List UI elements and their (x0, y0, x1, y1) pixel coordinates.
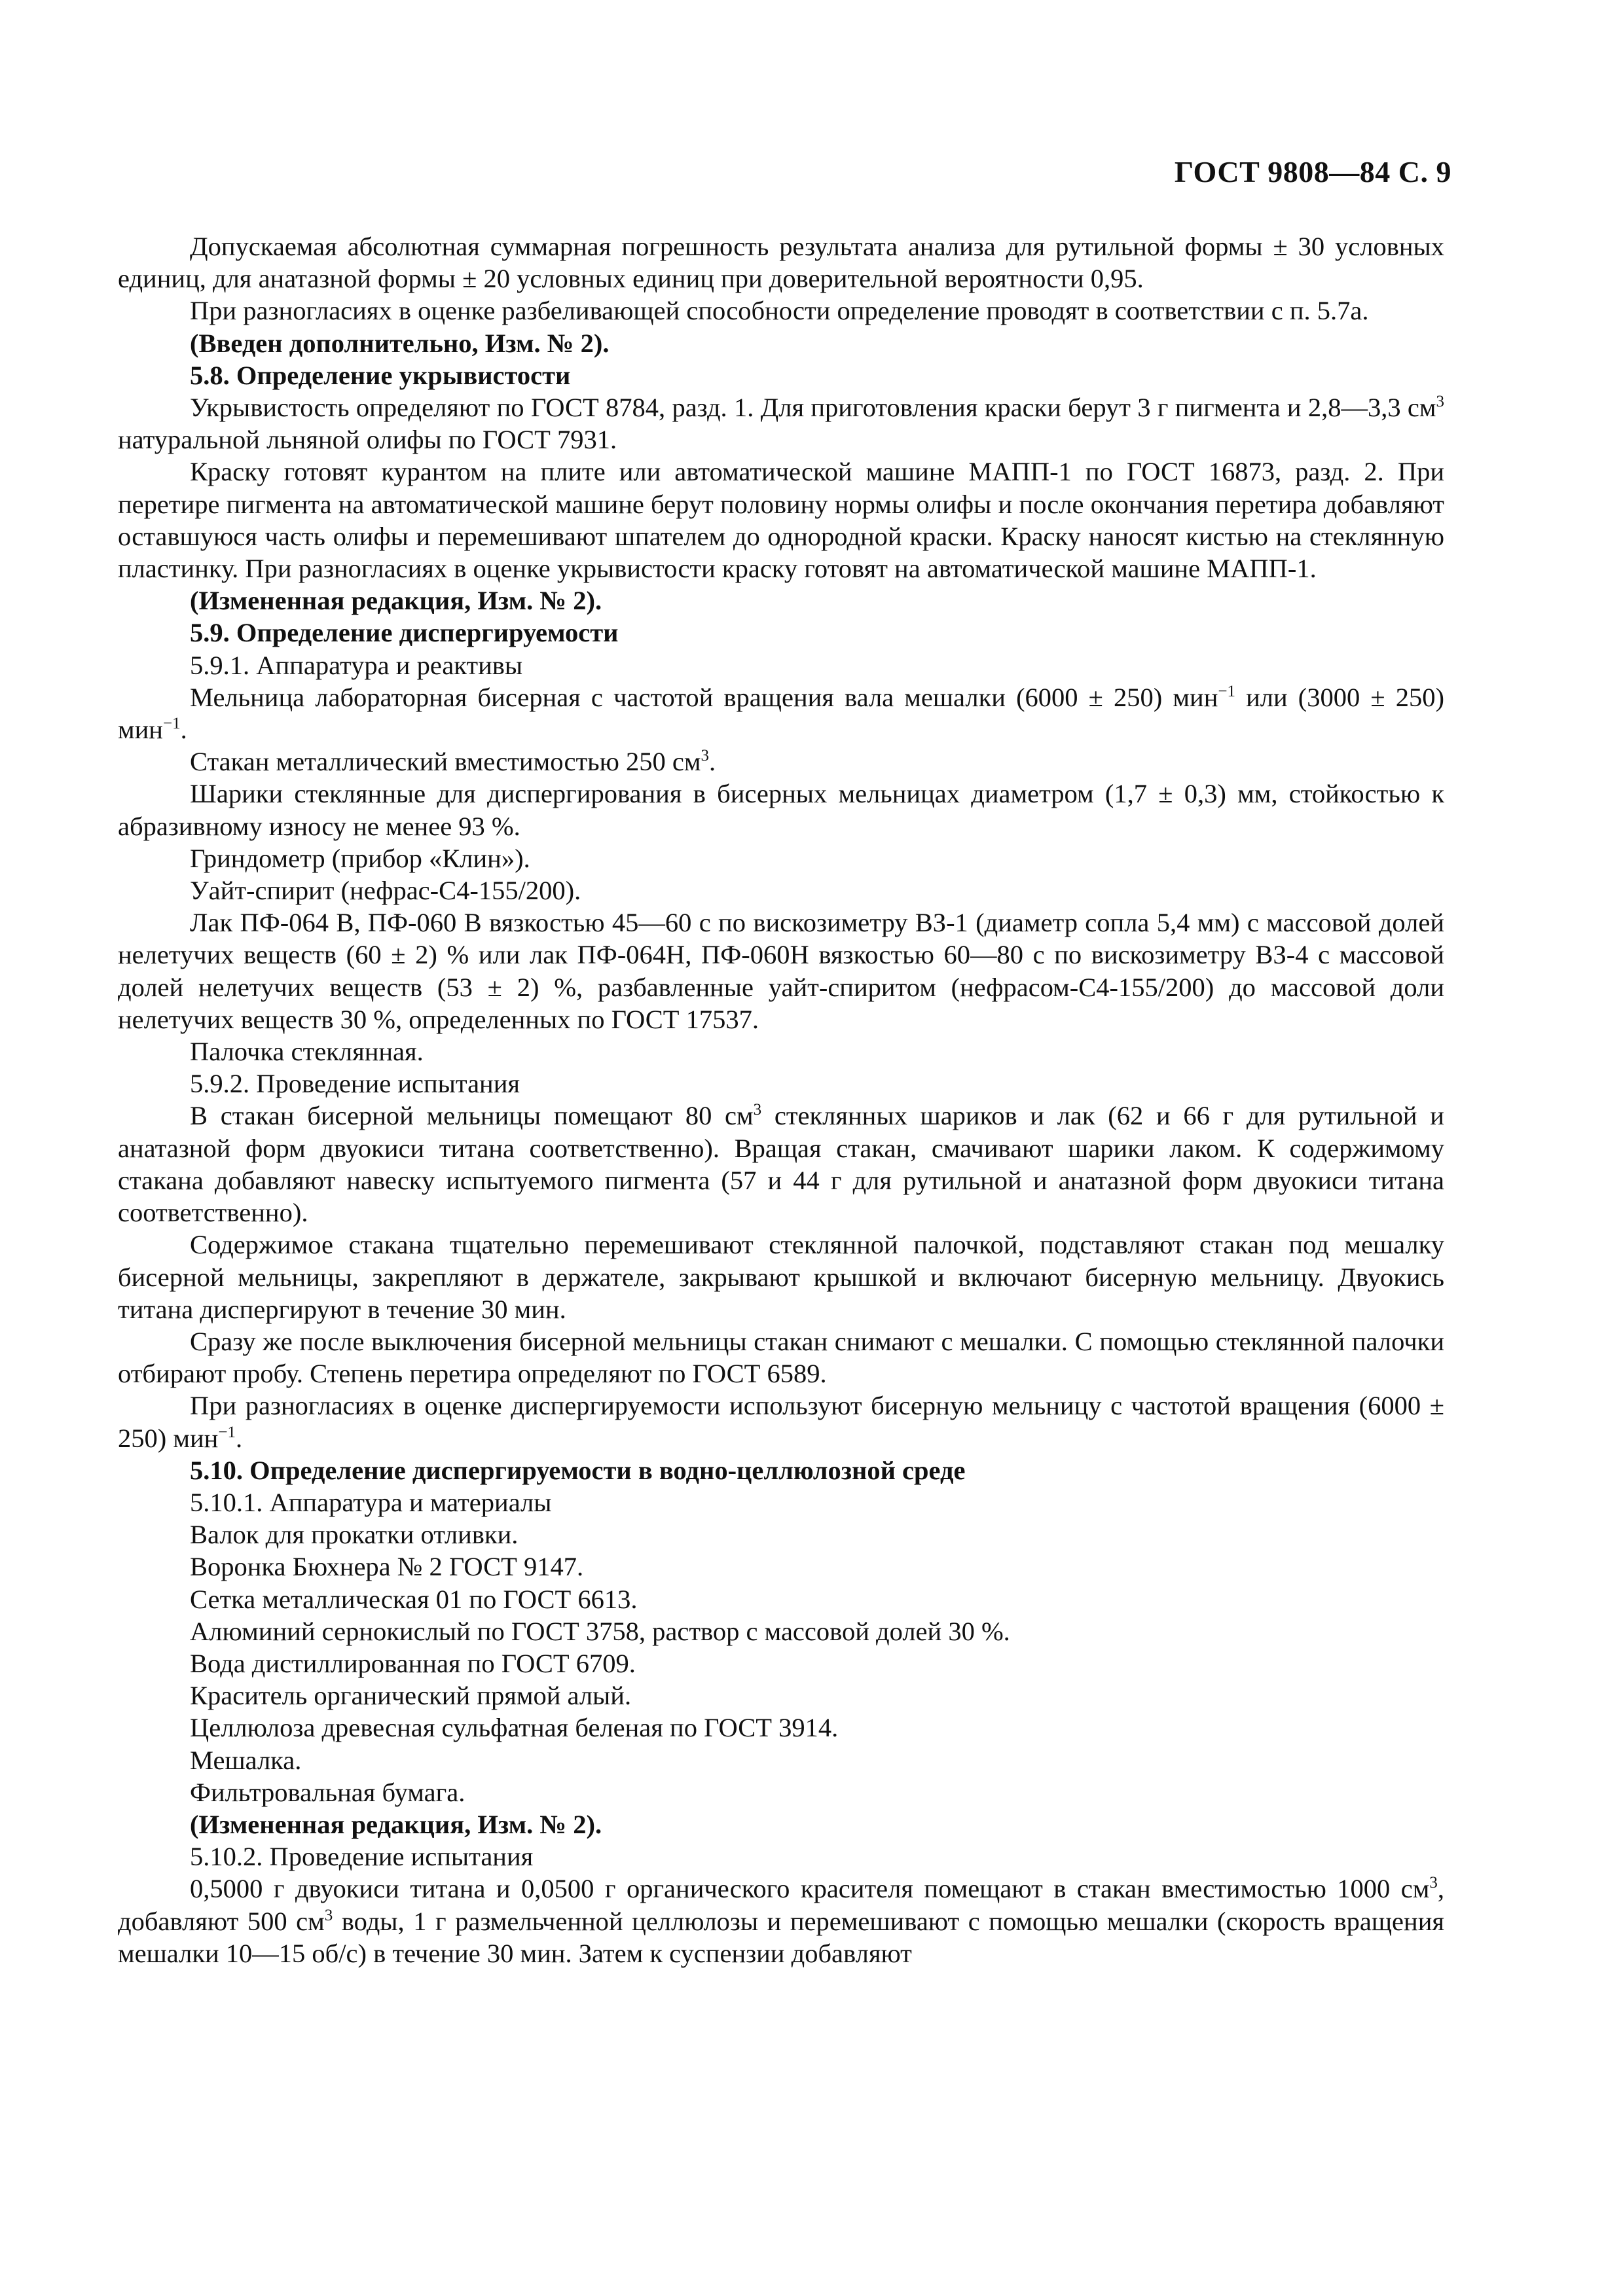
superscript: −1 (218, 1423, 236, 1441)
text-run: воды, 1 г размельченной целлюлозы и перемешивают с помощью мешалки (скорость вращения мешалки 10—15 об/с) в течение 30 мин. Затем к суспензии добавляют (118, 1906, 1444, 1968)
paragraph: Уайт-спирит (нефрас-С4-155/200). (190, 876, 581, 906)
paragraph: Краску готовят курантом на плите или автоматической машине МАПП-1 по ГОСТ 16873, разд. 2. При перетире пигмента на автоматической машине берут половину нормы олифы и после окончания перетира добавляют оставшуюся часть олифы и перемешивают шпателем до однородной краски. Краску наносят кистью на стеклянную пластинку. При разногласиях в оценке укрывистости краску готовят на автоматической машине МАПП-1. (118, 457, 1444, 584)
paragraph: Палочка стеклянная. (190, 1037, 424, 1067)
paragraph: Лак ПФ-064 В, ПФ-060 В вязкостью 45—60 с по вискозиметру ВЗ-1 (диаметр сопла 5,4 мм) с массовой долей нелетучих веществ (60 ± 2) % или лак ПФ-064Н, ПФ-060Н вязкостью 60—80 с по вискозиметру ВЗ-4 с массовой долей нелетучих веществ (53 ± 2) %, разбавленные уайт-спиритом (нефрасом-С4-155/200) до массовой доли нелетучих веществ 30 %, определенных по ГОСТ 17537. (118, 908, 1444, 1034)
body-text (118, 230, 1444, 1969)
text-run: . (180, 715, 187, 745)
superscript: −1 (162, 715, 181, 733)
paragraph: Допускаемая абсолютная суммарная погрешность результата анализа для рутильной формы ± 30 условных единиц, для анатазной формы ± 20 условных единиц при доверительной вероятности 0,95. (118, 232, 1444, 294)
list-item: Вода дистиллированная по ГОСТ 6709. (190, 1648, 636, 1678)
superscript: 3 (324, 1906, 333, 1924)
list-item: Целлюлоза древесная сульфатная беленая по ГОСТ 3914. (190, 1713, 839, 1743)
superscript: 3 (1429, 1874, 1438, 1892)
subsection-heading: 5.9.1. Аппаратура и реактивы (190, 650, 523, 680)
list-item: Сетка металлическая 01 по ГОСТ 6613. (190, 1584, 638, 1614)
subsection-heading: 5.10.2. Проведение испытания (190, 1842, 534, 1872)
paragraph: При разногласиях в оценке разбеливающей способности определение проводят в соответствии с п. 5.7а. (190, 296, 1369, 326)
text-run: При разногласиях в оценке диспергируемости используют бисерную мельницу с частотой вращения (6000 ± 250) мин (118, 1391, 1444, 1453)
superscript: 3 (753, 1101, 762, 1119)
amendment-note: (Введен дополнительно, Изм. № 2). (190, 328, 610, 358)
text-run: стеклянных шариков и лак (62 и 66 г для рутильной и анатазной форм двуокиси титана соответственно). Вращая стакан, смачивают шарики лаком. К содержимому стакана добавляют навеску испытуемого пигмента (57 и 44 г для рутильной и анатазной форм двуокиси титана соответственно). (118, 1101, 1444, 1228)
paragraph (118, 391, 1444, 456)
superscript: −1 (1218, 682, 1235, 700)
text-run: . (235, 1423, 243, 1453)
section-heading-5-10: 5.10. Определение диспергируемости в водно-целлюлозной среде (190, 1455, 966, 1485)
superscript: 3 (701, 747, 709, 765)
paragraph (118, 745, 1444, 778)
amendment-note: (Измененная редакция, Изм. № 2). (190, 586, 602, 616)
text-run: Укрывистость определяют по ГОСТ 8784, разд. 1. Для приготовления краски берут 3 г пигмента и 2,8—3,3 см (190, 393, 1436, 423)
text-run: . (708, 747, 716, 777)
text-run: или (3000 ± 250) мин (118, 682, 1444, 745)
subsection-heading: 5.10.1. Аппаратура и материалы (190, 1487, 552, 1517)
text-run: 0,5000 г двуокиси титана и 0,0500 г органического красителя помещают в стакан вместимостью 1000 см (190, 1874, 1430, 1904)
list-item: Валок для прокатки отливки. (190, 1520, 519, 1550)
paragraph (118, 1100, 1444, 1229)
paragraph: Содержимое стакана тщательно перемешивают стеклянной палочкой, подставляют стакан под мешалку бисерной мельницы, закрепляют в держателе, закрывают крышкой и включают бисерную мельницу. Двуокись титана диспергируют в течение 30 мин. (118, 1230, 1444, 1324)
section-heading-5-9: 5.9. Определение диспергируемости (190, 618, 619, 648)
superscript: 3 (1436, 393, 1444, 411)
paragraph: Гриндометр (прибор «Клин»). (190, 843, 530, 873)
list-item: Алюминий сернокислый по ГОСТ 3758, раствор с массовой долей 30 %. (190, 1616, 1010, 1646)
paragraph (118, 681, 1444, 745)
text-run: Мельница лабораторная бисерная с частотой вращения вала мешалки (6000 ± 250) мин (190, 682, 1218, 712)
amendment-note: (Измененная редакция, Изм. № 2). (190, 1809, 602, 1839)
text-run: Стакан металлический вместимостью 250 см (190, 747, 701, 777)
section-heading-5-8: 5.8. Определение укрывистости (190, 360, 571, 390)
list-item: Краситель органический прямой алый. (190, 1681, 632, 1711)
list-item: Фильтровальная бумага. (190, 1777, 465, 1807)
subsection-heading: 5.9.2. Проведение испытания (190, 1069, 520, 1099)
paragraph: Сразу же после выключения бисерной мельницы стакан снимают с мешалки. С помощью стеклянной палочки отбирают пробу. Степень перетира определяют по ГОСТ 6589. (118, 1326, 1444, 1389)
running-header: ГОСТ 9808—84 С. 9 (1174, 155, 1451, 188)
text-run: В стакан бисерной мельницы помещают 80 см (190, 1101, 754, 1131)
text-run: натуральной льняной олифы по ГОСТ 7931. (118, 425, 617, 455)
text-run: , добавляют 500 см (118, 1874, 1444, 1936)
list-item: Мешалка. (190, 1745, 302, 1775)
list-item: Воронка Бюхнера № 2 ГОСТ 9147. (190, 1552, 584, 1582)
paragraph (118, 1390, 1444, 1454)
paragraph: Шарики стеклянные для диспергирования в бисерных мельницах диаметром (1,7 ± 0,3) мм, стойкостью к абразивному износу не менее 93 %. (118, 779, 1444, 841)
paragraph (118, 1873, 1444, 1969)
